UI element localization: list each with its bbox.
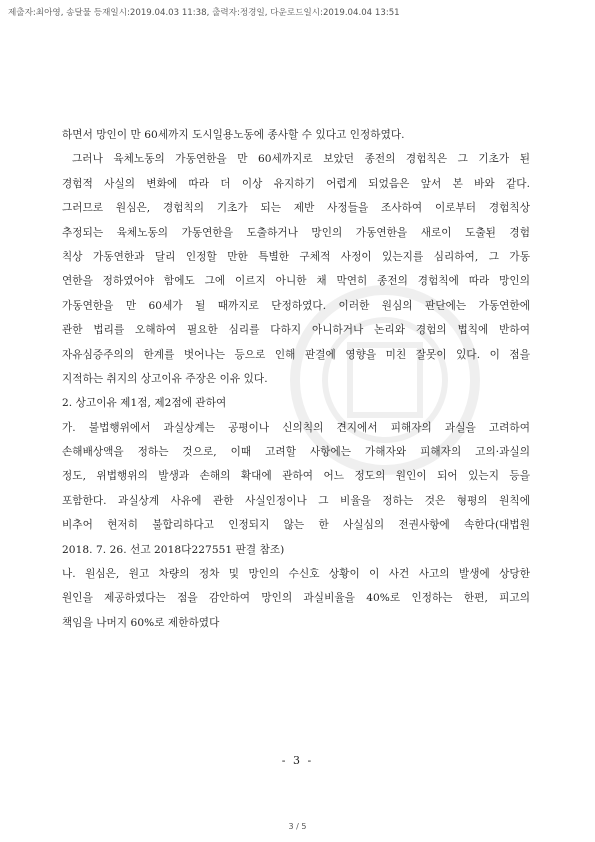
body-line: 비추어 현저히 불합리하다고 인정되지 않는 한 사실심의 전권사항에 속한다(대법원 [62, 519, 530, 532]
page-count: 3 / 5 [288, 822, 307, 831]
body-line: 포함한다. 과실상계 사유에 관한 사실인정이나 그 비율을 정하는 것은 형평의 원칙에 [62, 494, 530, 507]
body-line: 원인을 제공하였다는 점을 감안하여 망인의 과실비율을 40%로 인정하는 한편, 피고의 [62, 592, 530, 605]
page-number: - 3 - [281, 754, 314, 767]
body-line: 그러나 육체노동의 가동연한을 만 60세까지로 보았던 종전의 경험칙은 그 기초가 된 [72, 153, 530, 166]
body-line: 추정되는 육체노동의 가동연한을 도출하거나 망인의 가동연한을 새로이 도출된 경험 [62, 226, 530, 239]
body-line: 2018. 7. 26. 선고 2018다227551 판결 참조) [62, 543, 285, 556]
body-line: 정도, 위법행위의 발생과 손해의 확대에 관하여 어느 정도의 원인이 되어 있는지 등을 [62, 470, 530, 483]
section-heading: 2. 상고이유 제1점, 제2점에 관하여 [62, 397, 227, 410]
body-line: 관한 법리를 오해하여 필요한 심리를 다하지 아니하거나 논리와 경험의 법칙에 반하여 [62, 324, 530, 337]
body-line: 그러므로 원심은, 경험칙의 기초가 되는 제반 사정들을 조사하여 이로부터 경험칙상 [62, 202, 530, 215]
document-body [62, 123, 530, 635]
body-line: 가동연한을 만 60세가 될 때까지로 단정하였다. 이러한 원심의 판단에는 가동연한에 [62, 299, 530, 312]
body-line: 지적하는 취지의 상고이유 주장은 이유 있다. [62, 372, 268, 385]
body-line: 가. 불법행위에서 과실상계는 공평이나 신의칙의 견지에서 피해자의 과실을 고려하여 [62, 421, 530, 434]
body-line: 자유심증주의의 한계를 벗어나는 등으로 인해 판결에 영향을 미친 잘못이 있다. 이 점을 [62, 348, 530, 361]
body-line: 손해배상액을 정하는 것으로, 이때 고려할 사항에는 가해자와 피해자의 고의·과실의 [62, 446, 530, 459]
body-line: 연한을 정하였어야 함에도 그에 이르지 아니한 채 막연히 종전의 경험칙에 따라 망인의 [62, 275, 530, 288]
document-meta-header: 제출자:최아영, 송달물 등재일시:2019.04.03 11:38, 출력자:정경일, 다운로드일시:2019.04.04 13:51 [8, 8, 400, 18]
body-line: 경험적 사실의 변화에 따라 더 이상 유지하기 어렵게 되었음은 앞서 본 바와 같다. [62, 177, 530, 190]
body-line: 하면서 망인이 만 60세까지 도시일용노동에 종사할 수 있다고 인정하였다. [62, 129, 405, 141]
body-line: 나. 원심은, 원고 차량의 정차 및 망인의 수신호 상황이 이 사건 사고의 발생에 상당한 [62, 568, 530, 581]
body-line: 칙상 가동연한과 달리 인정할 만한 특별한 구체적 사정이 있는지를 심리하여, 그 가동 [62, 250, 530, 263]
body-line: 책임을 나머지 60%로 제한하였다 [62, 616, 220, 629]
